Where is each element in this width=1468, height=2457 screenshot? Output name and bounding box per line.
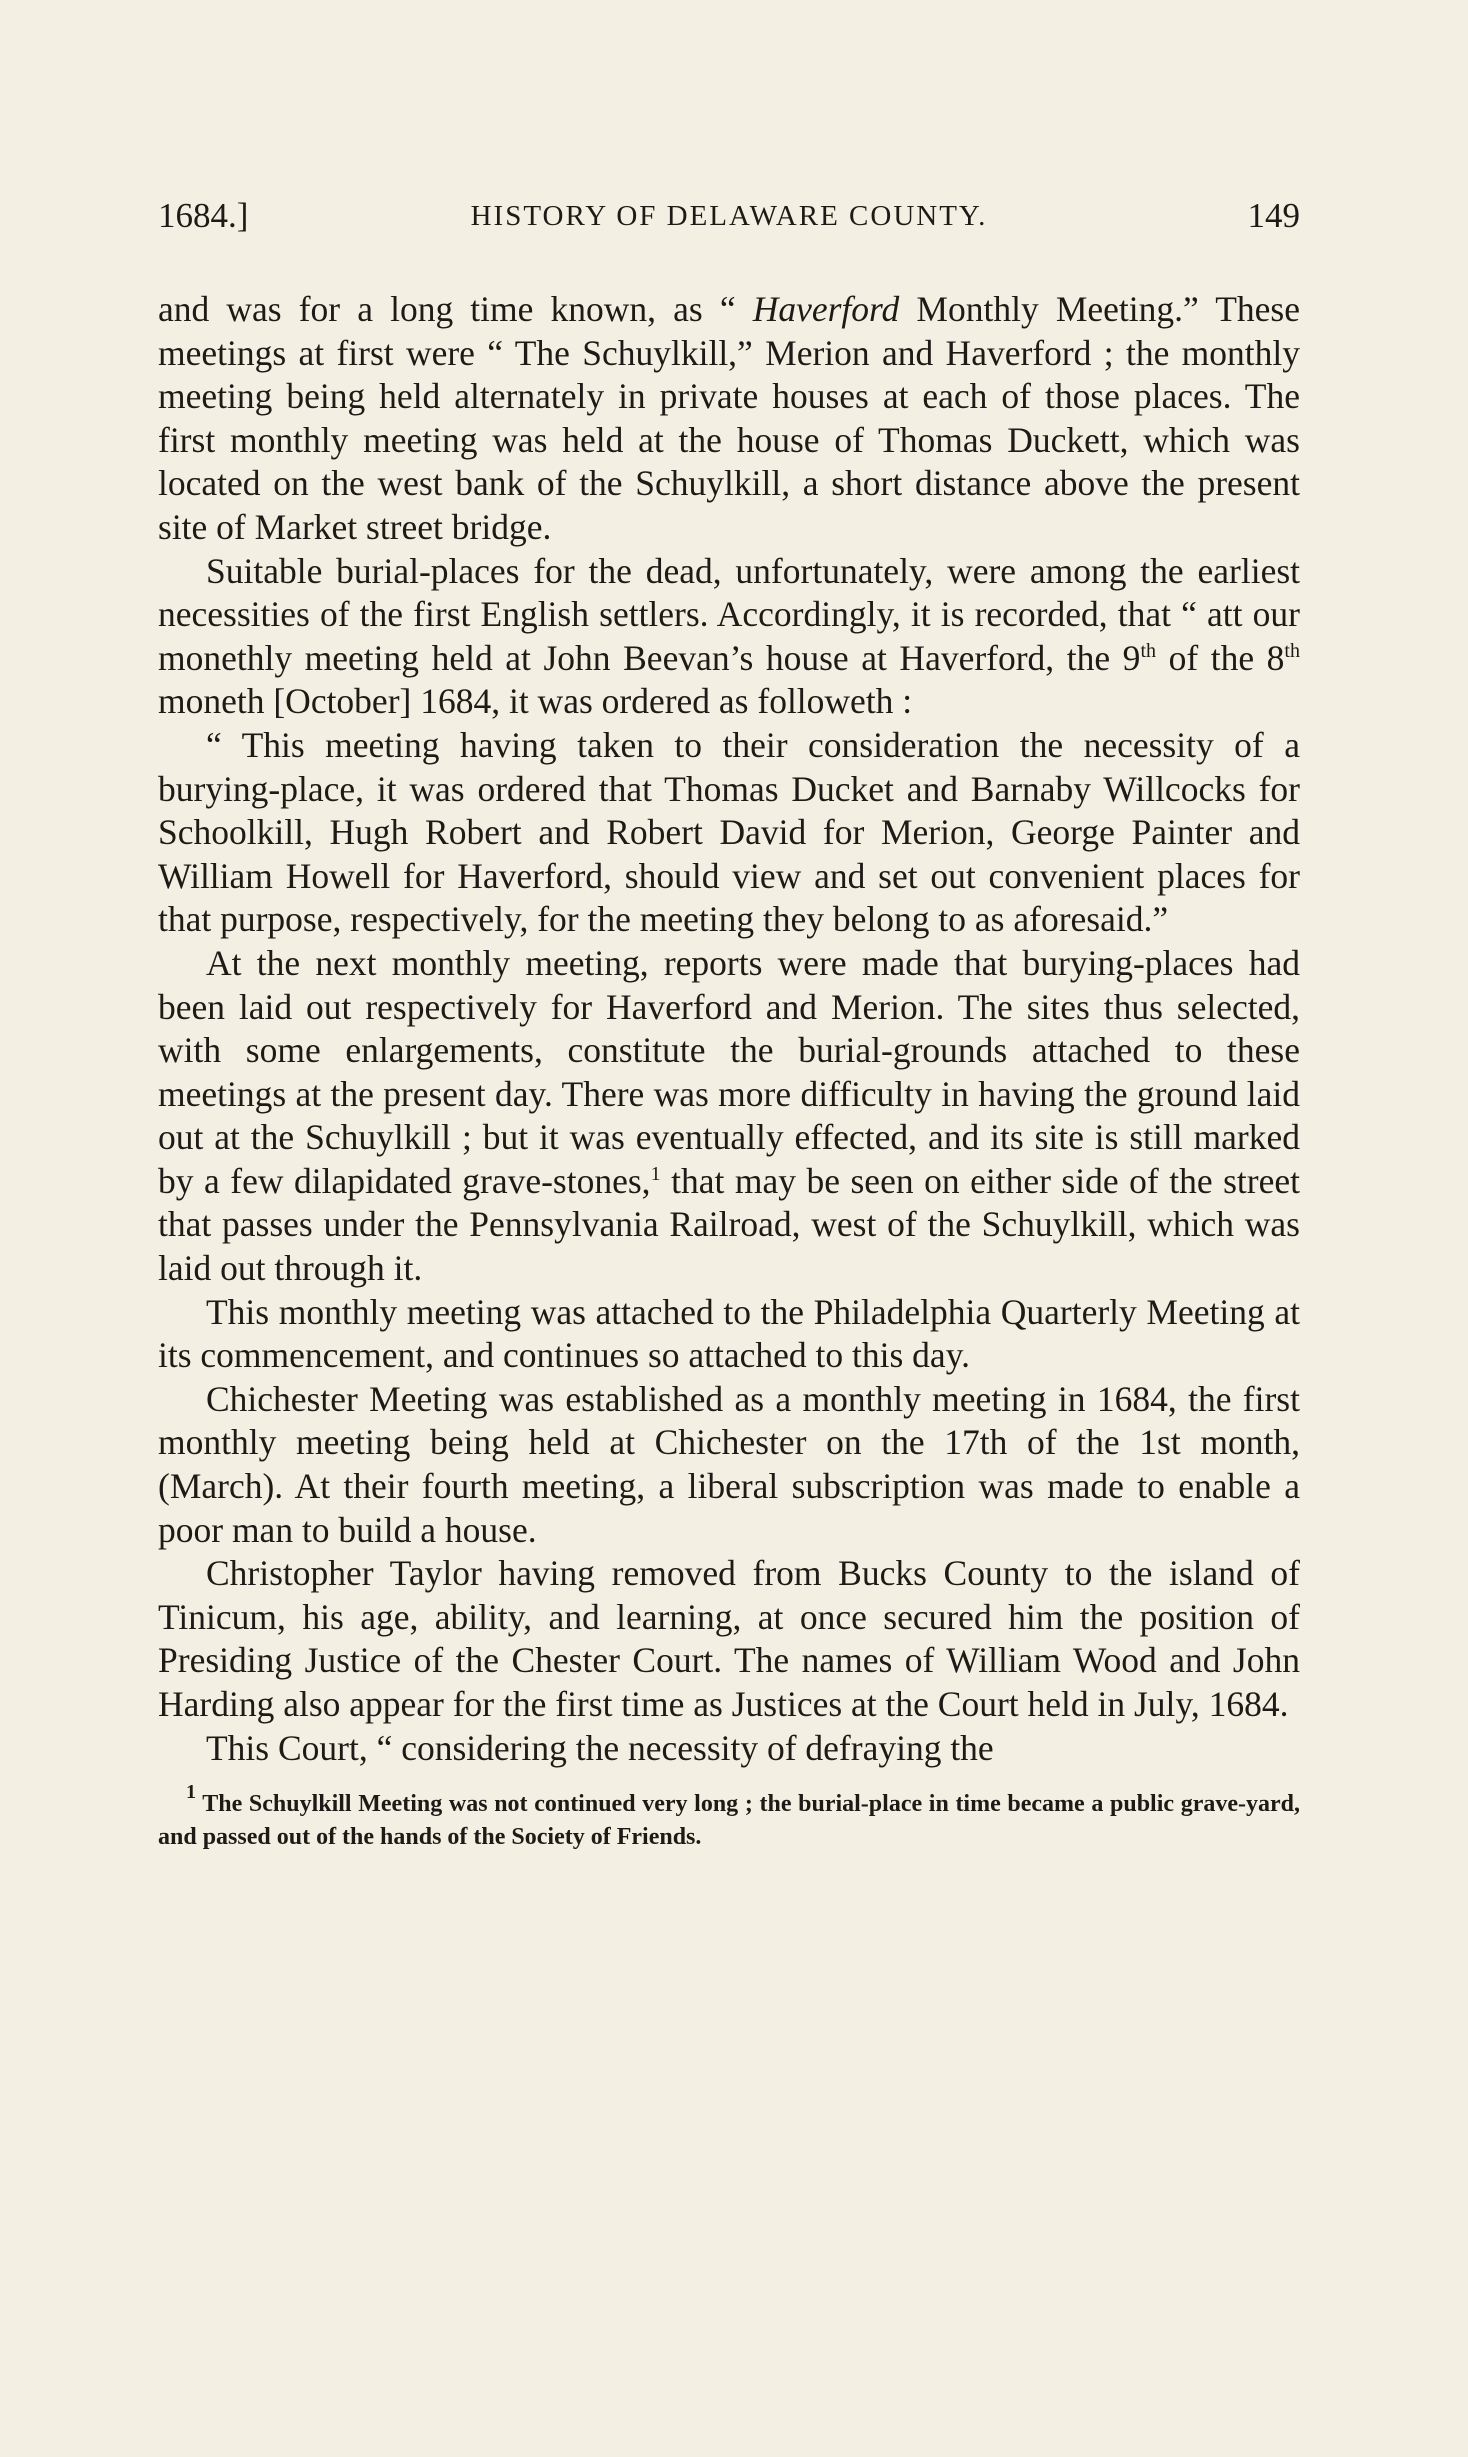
paragraph-5: This monthly meeting was attached to the Philadelphia Quarterly Meeting at its commencement, and continues so attached to this day. bbox=[158, 1291, 1300, 1376]
footnote-1 bbox=[158, 1781, 1300, 1854]
header-title: HISTORY OF DELAWARE COUNTY. bbox=[470, 200, 988, 232]
header-year: 1684.] bbox=[158, 196, 249, 235]
footnote-text: The Schuylkill Meeting was not continued very long ; the burial-place in time became a public grave-yard, and passed out of the hands of the Society of Friends. bbox=[158, 1791, 1300, 1851]
paragraph-6: Chichester Meeting was established as a monthly meeting in 1684, the first monthly meeting being held at Chichester on the 17th of the 1st month, (March). At their fourth meeting, a liberal subscription was made to enable a poor man to build a house. bbox=[158, 1378, 1300, 1550]
paragraph-1-text-c: Monthly Meeting.” These meetings at first were “ The Schuylkill,” Merion and Haverford ; the monthly meeting being held alternately in private houses at each of those places. The first monthly meeting was held at the house of Thomas Duckett, which was located on the west bank of the Schuylkill, a short distance above the present site of Market street bridge. bbox=[158, 289, 1300, 547]
footnotes bbox=[158, 1781, 1300, 1854]
paragraph-2-text-a: Suitable burial-places for the dead, unfortunately, were among the earliest necessities of the first English settlers. Accordingly, it is recorded, that “ att our monethly meeting held at John Beevan’s house at Haverford, the 9 bbox=[158, 550, 1300, 678]
haverford-italic: Haverford bbox=[752, 289, 900, 329]
paragraph-4 bbox=[158, 942, 1300, 1291]
paragraph-7: Christopher Taylor having removed from Bucks County to the island of Tinicum, his age, ability, and learning, at once secured him the position of Presiding Justice of the Chester Court. The names of William Wood and John Harding also appear for the first time as Justices at the Court held in July, 1684. bbox=[158, 1553, 1300, 1724]
ordinal-superscript: th bbox=[1284, 639, 1300, 662]
paragraph-3-quotation: “ This meeting having taken to their consideration the necessity of a burying-place, it was ordered that Thomas Ducket and Barnaby Willcocks for Schoolkill, Hugh Robert and Robert David for Merion, George Painter and William Howell for Haverford, should view and set out convenient places for that purpose, respectively, for the meeting they belong to as aforesaid.” bbox=[158, 724, 1300, 940]
paragraph-8: This Court, “ considering the necessity of defraying the bbox=[206, 1727, 994, 1768]
footnote-marker: 1 bbox=[186, 1781, 196, 1804]
paragraph-1 bbox=[158, 288, 1300, 550]
book-page bbox=[158, 196, 1300, 1854]
paragraph-1-text-a: and was for a long time known, as “ bbox=[158, 289, 753, 329]
page-number: 149 bbox=[1247, 196, 1300, 235]
ordinal-superscript: th bbox=[1140, 639, 1156, 662]
paragraph-2 bbox=[158, 550, 1300, 724]
body-text bbox=[158, 288, 1300, 1770]
running-head bbox=[158, 196, 1300, 246]
paragraph-2-text-c: moneth [October] 1684, it was ordered as followeth : bbox=[158, 681, 913, 722]
paragraph-4-text-a: At the next monthly meeting, reports were made that burying-places had been laid out respectively for Haverford and Merion. The sites thus selected, with some enlargements, constitute the burial-grounds attached to these meetings at the present day. There was more difficulty in having the ground laid out at the Schuylkill ; but it was eventually effected, and its site is still marked by a few dilapidated grave-stones, bbox=[158, 942, 1300, 1201]
paragraph-4-text-b: that may be seen on either side of the street that passes under the Pennsylvania Railroad, west of the Schuylkill, which was laid out through it. bbox=[158, 1160, 1300, 1289]
paragraph-2-text-b: of the 8 bbox=[1156, 637, 1285, 678]
footnote-reference: 1 bbox=[650, 1162, 661, 1185]
